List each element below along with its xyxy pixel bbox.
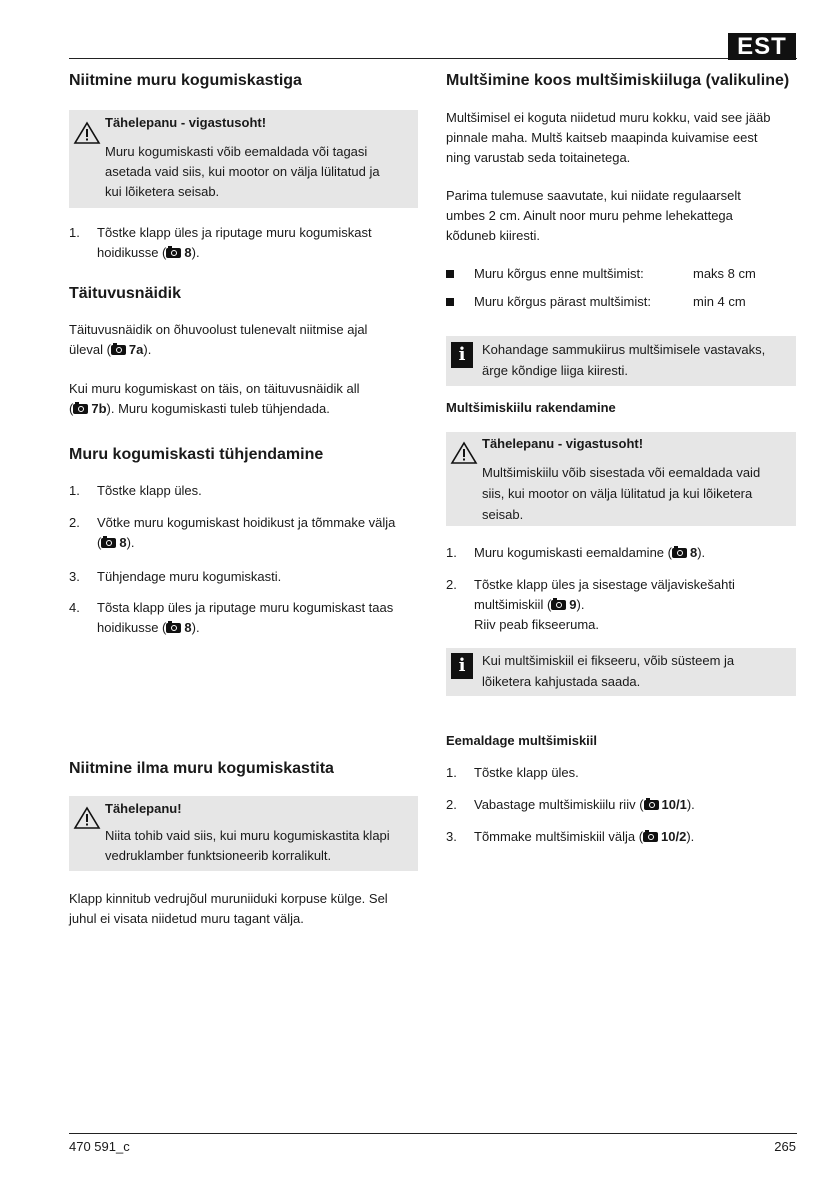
warning-text-line: vedruklamber funktsioneerib korralikult. [105, 848, 332, 863]
paragraph: Kui muru kogumiskast on täis, on täituvusnäidik all ( 7b). Muru kogumiskasti tuleb tühjendada. [69, 381, 360, 416]
paragraph: Parima tulemuse saavutate, kui niidate regulaarselt umbes 2 cm. Ainult noor muru pehme lehekattega kõduneb kiiresti. [446, 188, 741, 243]
figure-ref: 8 [166, 245, 191, 260]
warning-icon [450, 441, 478, 465]
warning-title: Tähelepanu! [105, 801, 182, 816]
info-icon: i [451, 342, 473, 368]
list-item: 4. Tõsta klapp üles ja riputage muru kogumiskast taas hoidikusse ( 8). [69, 600, 394, 635]
figure-ref: 8 [101, 535, 126, 550]
camera-icon [73, 404, 88, 414]
language-badge: EST [728, 33, 796, 60]
camera-icon [166, 248, 181, 258]
warning-icon [73, 806, 101, 830]
list-item: 2. Võtke muru kogumiskast hoidikust ja tõmmake välja ( 8). [69, 515, 396, 550]
warning-box-collecting [69, 110, 418, 208]
bottom-rule [69, 1133, 797, 1134]
warning-text-line: Muru kogumiskasti võib eemaldada või tagasi [105, 144, 368, 159]
camera-icon [551, 600, 566, 610]
document-id: 470 591_c [69, 1139, 130, 1154]
figure-ref: 8 [166, 620, 191, 635]
warning-icon [73, 121, 101, 145]
warning-title: Tähelepanu - vigastusoht! [105, 115, 267, 130]
subsection-title-applying-plug: Multšimiskiilu rakendamine [446, 400, 616, 415]
warning-text-line: Niita tohib vaid siis, kui muru kogumiskastita klapi [105, 828, 390, 843]
info-icon: i [451, 653, 473, 679]
paragraph: Täituvusnäidik on õhuvoolust tulenevalt niitmise ajal üleval ( 7a). [69, 322, 368, 357]
list-item: 1. Muru kogumiskasti eemaldamine ( 8). [446, 545, 706, 560]
list-item: 1. Tõstke klapp üles. [446, 765, 579, 780]
section-title-fill-indicator: Täituvusnäidik [69, 285, 182, 302]
figure-ref: 7b [73, 401, 106, 416]
section-title-emptying: Muru kogumiskasti tühjendamine [69, 446, 324, 463]
paragraph: Multšimisel ei koguta niidetud muru kokku, vaid see jääb pinnale maha. Multš kaitseb maapinda kuivamise eest ning varustab seda toitainetega. [446, 110, 771, 165]
figure-ref: 10/1 [644, 797, 687, 812]
camera-icon [643, 832, 658, 842]
camera-icon [111, 345, 126, 355]
list-item: 2. Tõstke klapp üles ja sisestage väljaviskešahti multšimiskiil ( 9). Riiv peab fikseeruma. [446, 577, 735, 632]
section-title-without-collector: Niitmine ilma muru kogumiskastita [69, 760, 334, 777]
warning-title: Tähelepanu - vigastusoht! [482, 436, 644, 451]
section-title-collecting: Niitmine muru kogumiskastiga [69, 72, 302, 89]
camera-icon [672, 548, 687, 558]
figure-ref: 10/2 [643, 829, 686, 844]
camera-icon [101, 538, 116, 548]
page-number: 265 [774, 1139, 796, 1154]
paragraph: Klapp kinnitub vedrujõul muruniiduki korpuse külge. Sel juhul ei visata niidetud muru tagant välja. [69, 891, 388, 926]
subsection-title-remove-plug: Eemaldage multšimiskiil [446, 733, 598, 748]
bullet-item: Muru kõrgus pärast multšimist: min 4 cm [446, 292, 796, 312]
list-item: 2. Vabastage multšimiskiilu riiv ( 10/1). [446, 797, 695, 812]
top-rule [69, 58, 797, 59]
bullet-marker [446, 270, 454, 278]
list-item: 3. Tõmmake multšimiskiil välja ( 10/2). [446, 829, 695, 844]
info-box-plug: i Kui multšimiskiil ei fikseeru, võib süsteem ja lõiketera kahjustada saada. [446, 648, 796, 696]
warning-box-without-collector [69, 796, 418, 871]
list-item: 3. Tühjendage muru kogumiskasti. [69, 569, 282, 584]
camera-icon [166, 623, 181, 633]
bullet-item: Muru kõrgus enne multšimist: maks 8 cm [446, 264, 796, 284]
warning-text-line: asetada vaid siis, kui mootor on välja lülitatud ja [105, 164, 380, 179]
figure-ref: 8 [672, 545, 697, 560]
warning-text-line: kui lõiketera seisab. [105, 184, 220, 199]
info-box-speed: i Kohandage sammukiirus multšimisele vastavaks, ärge kõndige liiga kiiresti. [446, 336, 796, 386]
list-item: 1. Tõstke klapp üles. [69, 483, 202, 498]
warning-box-mulch-plug: Tähelepanu - vigastusoht! Multšimiskiilu võib sisestada või eemaldada vaid siis, kui mootor on välja lülitatud ja kui lõiketera seisab. [446, 432, 796, 526]
figure-ref: 9 [551, 597, 576, 612]
camera-icon [644, 800, 659, 810]
figure-ref: 7a [111, 342, 143, 357]
section-title-mulching: Multšimine koos multšimiskiiluga (valikuline) [446, 72, 790, 89]
list-item: 1. Tõstke klapp üles ja riputage muru kogumiskast hoidikusse ( 8). [69, 225, 372, 260]
bullet-marker [446, 298, 454, 306]
